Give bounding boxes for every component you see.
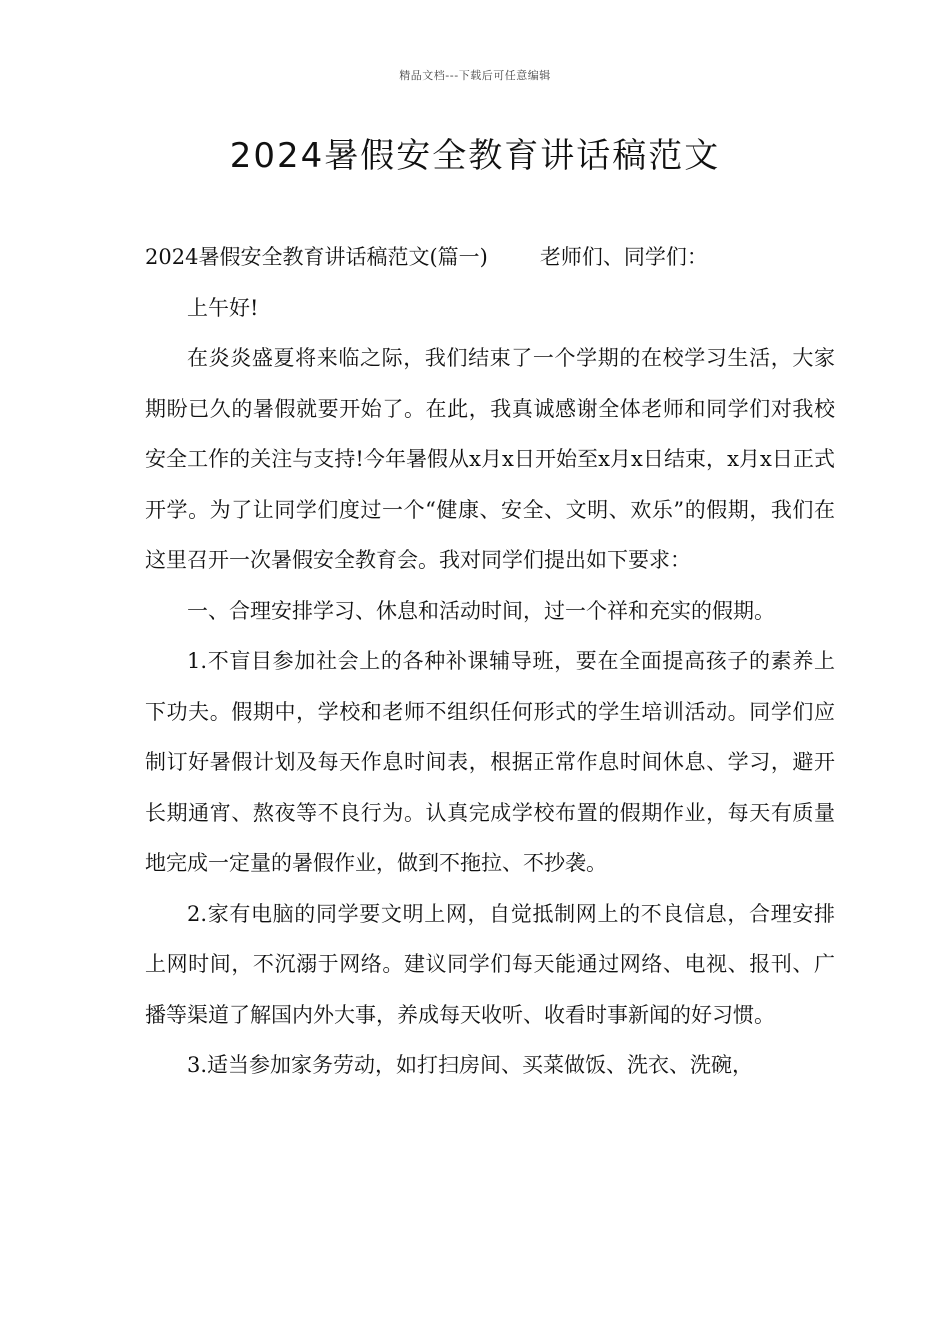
opening-line (145, 232, 835, 283)
item-paragraph-3: 3.适当参加家务劳动，如打扫房间、买菜做饭、洗衣、洗碗， (187, 1053, 754, 1077)
document-body (145, 232, 835, 1091)
document-title: 2024暑假安全教育讲话稿范文 (229, 136, 721, 176)
intro-paragraph: 在炎炎盛夏将来临之际，我们结束了一个学期的在校学习生活，大家期盼已久的暑假就要开始了。在此，我真诚感谢全体老师和同学们对我校安全工作的关注与支持!今年暑假从x月x日开始至x月x日结束，x月x日正式开学。为了让同学们度过一个“健康、安全、文明、欢乐”的假期，我们在这里召开一次暑假安全教育会。我对同学们提出如下要求： (145, 346, 835, 572)
greeting-paragraph: 上午好! (187, 295, 259, 320)
document-header-note: 精品文档---下载后可任意编辑 (399, 69, 551, 82)
item-paragraph-2: 2.家有电脑的同学要文明上网，自觉抵制网上的不良信息，合理安排上网时间，不沉溺于网络。建议同学们每天能通过网络、电视、报刊、广播等渠道了解国内外大事，养成每天收听、收看时事新闻的好习惯。 (145, 901, 835, 1027)
section-heading-1: 一、合理安排学习、休息和活动时间，过一个祥和充实的假期。 (187, 598, 775, 623)
salutation: 老师们、同学们： (539, 245, 708, 269)
section-label: 2024暑假安全教育讲话稿范文(篇一) (145, 245, 488, 269)
item-paragraph-1: 1.不盲目参加社会上的各种补课辅导班，要在全面提高孩子的素养上下功夫。假期中，学校和老师不组织任何形式的学生培训活动。同学们应制订好暑假计划及每天作息时间表，根据正常作息时间休息、学习，避开长期通宵、熬夜等不良行为。认真完成学校布置的假期作业，每天有质量地完成一定量的暑假作业，做到不拖拉、不抄袭。 (145, 649, 835, 875)
